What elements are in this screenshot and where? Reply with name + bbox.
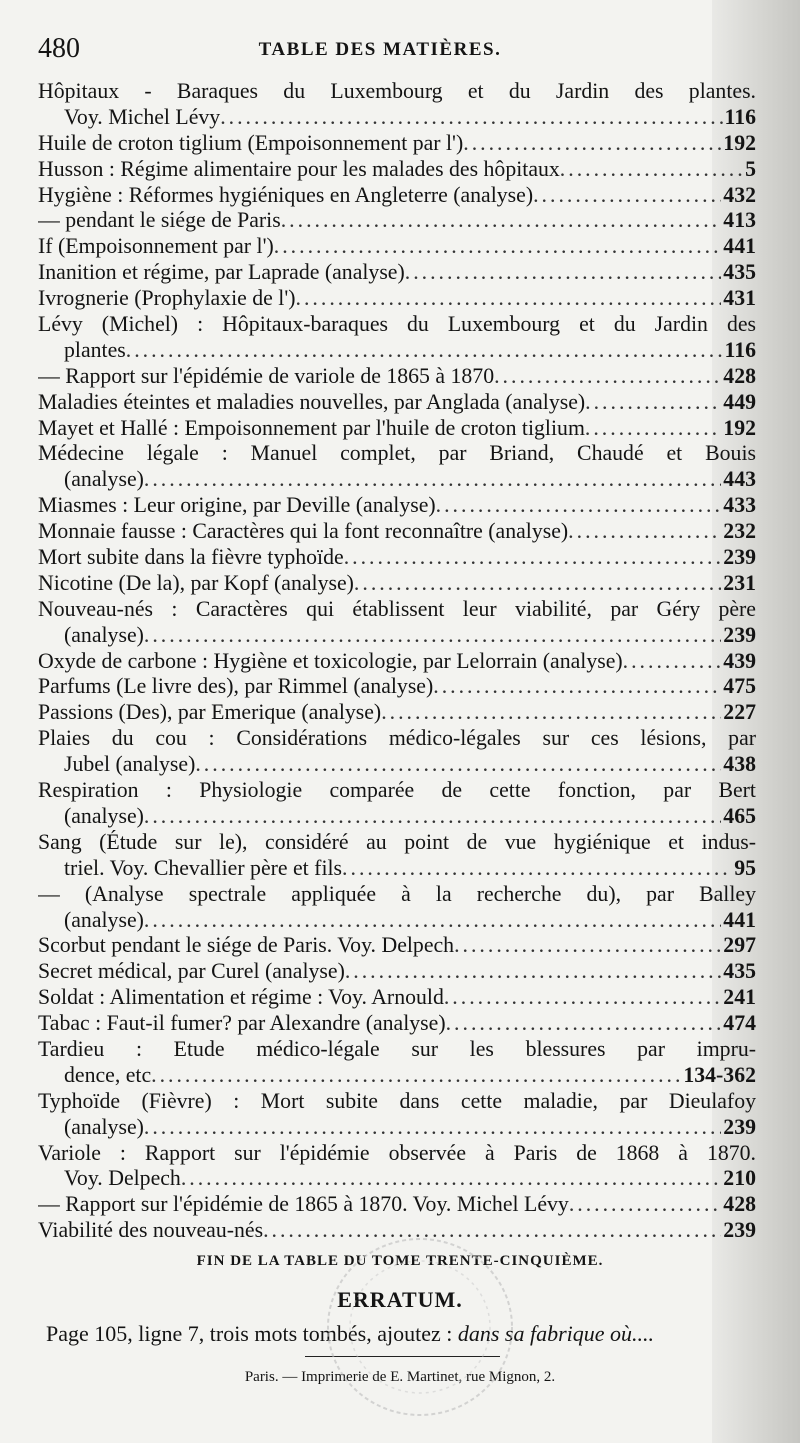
index-entry — [38, 1037, 756, 1063]
index-entry — [38, 1141, 756, 1167]
entry-text: Nouveau-nés : Caractères qui établissent leur viabilité, par Géry père — [38, 596, 756, 621]
leader-dots — [144, 623, 721, 649]
page-reference: 210 — [723, 1166, 756, 1191]
index-entry — [38, 1192, 756, 1218]
entry-text: Monnaie fausse : Caractères qui la font reconnaître (analyse) — [38, 519, 569, 544]
index-entry — [38, 700, 756, 726]
page-reference: 428 — [723, 363, 756, 388]
entry-text: Husson : Régime alimentaire pour les malades des hôpitaux — [38, 156, 560, 181]
leader-dots — [151, 1063, 681, 1089]
page-reference: 239 — [723, 545, 756, 570]
index-entry — [38, 804, 756, 830]
page-reference: 435 — [723, 959, 756, 984]
leader-dots — [433, 674, 721, 700]
page-reference: 465 — [723, 803, 756, 828]
page-reference: 449 — [723, 389, 756, 414]
index-list — [38, 79, 756, 1244]
leader-dots — [274, 234, 722, 260]
leader-dots — [585, 390, 721, 416]
entry-text: Hôpitaux - Baraques du Luxembourg et du Jardin des plantes. — [38, 79, 756, 103]
entry-text: If (Empoisonnement par l') — [38, 234, 274, 259]
index-entry — [38, 882, 756, 908]
page-reference: 239 — [723, 622, 756, 647]
leader-dots — [144, 804, 721, 830]
index-entry — [38, 390, 756, 416]
entry-text: — Rapport sur l'épidémie de variole de 1865 à 1870 — [38, 363, 495, 388]
index-entry — [38, 1166, 756, 1192]
leader-dots — [568, 519, 721, 545]
entry-text: Typhoïde (Fièvre) : Mort subite dans cette maladie, par Dieulafoy — [38, 1088, 756, 1113]
running-title: TABLE DES MATIÈRES. — [258, 39, 502, 60]
index-entry — [38, 1063, 756, 1089]
entry-text: (analyse) — [64, 1114, 144, 1139]
page-reference: 239 — [723, 1218, 756, 1243]
entry-text: Hygiène : Réformes hygiéniques en Angleterre (analyse) — [38, 182, 534, 207]
index-entry — [38, 649, 756, 675]
page-reference: 241 — [723, 985, 756, 1010]
leader-dots — [533, 183, 721, 209]
entry-text: Oxyde de carbone : Hygiène et toxicologie, par Lelorrain (analyse) — [38, 648, 623, 673]
leader-dots — [494, 364, 721, 390]
leader-dots — [623, 649, 722, 675]
index-entry — [38, 985, 756, 1011]
entry-text: Sang (Étude sur le), considéré au point de vue hygiénique et indus- — [38, 829, 756, 854]
index-entry — [38, 752, 756, 778]
index-entry — [38, 830, 756, 856]
page-header — [0, 33, 760, 67]
page-reference: 297 — [723, 933, 756, 958]
leader-dots — [463, 131, 721, 157]
page-reference: 443 — [723, 467, 756, 492]
index-entry — [38, 674, 756, 700]
page-reference: 413 — [723, 208, 756, 233]
page-reference: 432 — [723, 182, 756, 207]
entry-text: dence, etc — [64, 1062, 152, 1087]
erratum-italic: dans sa fabrique où.... — [457, 1321, 655, 1346]
index-entry — [38, 623, 756, 649]
page-reference: 134-362 — [683, 1062, 756, 1087]
index-entry — [38, 441, 756, 467]
leader-dots — [281, 208, 722, 234]
index-entry — [38, 856, 756, 882]
entry-text: Plaies du cou : Considérations médico-légales sur ces lésions, par — [38, 726, 756, 751]
leader-dots — [344, 545, 722, 571]
entry-text: Parfums (Le livre des), par Rimmel (analyse) — [38, 674, 434, 699]
page-reference: 439 — [723, 648, 756, 673]
leader-dots — [144, 1115, 721, 1141]
entry-text: Scorbut pendant le siége de Paris. Voy. Delpech — [38, 933, 455, 958]
printer-imprint: Paris. — Imprimerie de E. Martinet, rue Mignon, 2. — [244, 1369, 556, 1385]
entry-text: Tabac : Faut-il fumer? par Alexandre (analyse) — [38, 1011, 446, 1036]
leader-dots — [195, 752, 721, 778]
index-entry — [38, 260, 756, 286]
index-entry — [38, 131, 756, 157]
leader-dots — [126, 338, 723, 364]
index-entry — [38, 778, 756, 804]
index-entry — [38, 208, 756, 234]
index-entry — [38, 726, 756, 752]
page-reference: 239 — [723, 1114, 756, 1139]
leader-dots — [144, 467, 721, 493]
index-entry — [38, 493, 756, 519]
entry-text: Jubel (analyse) — [64, 752, 196, 777]
end-of-table-note: FIN DE LA TABLE DU TOME TRENTE-CINQUIÈME. — [196, 1253, 604, 1269]
page-reference: 116 — [724, 104, 756, 129]
index-entry — [38, 157, 756, 183]
entry-text: Miasmes : Leur origine, par Deville (analyse) — [38, 493, 436, 518]
leader-dots — [296, 286, 722, 312]
leader-dots — [181, 1166, 721, 1192]
entry-text: triel. Voy. Chevallier père et fils — [64, 855, 343, 880]
index-entry — [38, 1115, 756, 1141]
page-number: 480 — [38, 33, 80, 64]
entry-text: Ivrognerie (Prophylaxie de l') — [38, 286, 296, 311]
entry-text: Viabilité des nouveau-nés — [38, 1218, 264, 1243]
page-reference: 433 — [723, 493, 756, 518]
leader-dots — [345, 959, 721, 985]
entry-text: Tardieu : Etude médico-légale sur les blessures par impru- — [38, 1036, 756, 1061]
leader-dots — [585, 416, 721, 442]
entry-text: Mayet et Hallé : Empoisonnement par l'huile de croton tiglium — [38, 415, 585, 440]
entry-text: (analyse) — [64, 622, 144, 647]
entry-text: Médecine légale : Manuel complet, par Briand, Chaudé et Bouis — [38, 441, 756, 466]
page-reference: 435 — [723, 260, 756, 285]
index-entry — [38, 234, 756, 260]
leader-dots — [405, 260, 722, 286]
leader-dots — [436, 493, 722, 519]
leader-dots — [446, 1011, 722, 1037]
page-reference: 95 — [734, 855, 756, 880]
entry-text: Variole : Rapport sur l'épidémie observée à Paris de 1868 à 1870. — [38, 1140, 756, 1165]
entry-text: Voy. Delpech — [64, 1166, 181, 1191]
index-entry — [38, 1089, 756, 1115]
leader-dots — [569, 1192, 721, 1218]
entry-text: Mort subite dans la fièvre typhoïde — [38, 545, 344, 570]
entry-text: Maladies éteintes et maladies nouvelles, par Anglada (analyse) — [38, 389, 586, 414]
erratum-plain: Page 105, ligne 7, trois mots tombés, ajoutez : — [46, 1321, 458, 1346]
entry-text: plantes — [64, 337, 126, 362]
page-reference: 474 — [723, 1011, 756, 1036]
leader-dots — [444, 985, 721, 1011]
index-entry — [38, 286, 756, 312]
index-entry — [38, 959, 756, 985]
entry-text: — Rapport sur l'épidémie de 1865 à 1870. Voy. Michel Lévy — [38, 1192, 569, 1217]
index-entry — [38, 545, 756, 571]
entry-text: (analyse) — [64, 803, 144, 828]
index-entry — [38, 597, 756, 623]
index-entry — [38, 338, 756, 364]
entry-text: (analyse) — [64, 467, 144, 492]
index-entry — [38, 1011, 756, 1037]
page-reference: 192 — [723, 130, 756, 155]
leader-dots — [144, 908, 721, 934]
entry-text: — pendant le siége de Paris — [38, 208, 281, 233]
page-reference: 116 — [724, 337, 756, 362]
entry-text: Lévy (Michel) : Hôpitaux-baraques du Luxembourg et du Jardin des — [38, 312, 756, 337]
entry-text: Voy. Michel Lévy — [64, 104, 221, 129]
index-entry — [38, 364, 756, 390]
index-entry — [38, 312, 756, 338]
index-entry — [38, 933, 756, 959]
leader-dots — [454, 933, 721, 959]
entry-text: Nicotine (De la), par Kopf (analyse) — [38, 570, 354, 595]
page-reference: 231 — [723, 570, 756, 595]
index-entry — [38, 79, 756, 105]
page-reference: 441 — [723, 234, 756, 259]
page-reference: 232 — [723, 519, 756, 544]
entry-text: Soldat : Alimentation et régime : Voy. Arnould — [38, 985, 444, 1010]
index-entry — [38, 519, 756, 545]
erratum-title: ERRATUM. — [337, 1287, 463, 1312]
leader-dots — [342, 856, 732, 882]
index-entry — [38, 571, 756, 597]
index-entry — [38, 416, 756, 442]
page-reference: 428 — [723, 1192, 756, 1217]
entry-text: Inanition et régime, par Laprade (analyse) — [38, 260, 405, 285]
entry-text: Huile de croton tiglium (Empoisonnement par l') — [38, 130, 464, 155]
page-reference: 192 — [723, 415, 756, 440]
leader-dots — [220, 105, 722, 131]
entry-text: Respiration : Physiologie comparée de cette fonction, par Bert — [38, 778, 756, 803]
page-reference: 438 — [723, 752, 756, 777]
page-reference: 5 — [745, 156, 756, 181]
page-reference: 227 — [723, 700, 756, 725]
index-entry — [38, 908, 756, 934]
leader-dots — [381, 700, 721, 726]
page-reference: 475 — [723, 674, 756, 699]
entry-text: (analyse) — [64, 907, 144, 932]
index-entry — [38, 467, 756, 493]
index-entry — [38, 105, 756, 131]
leader-dots — [560, 157, 743, 183]
entry-text: Secret médical, par Curel (analyse) — [38, 959, 345, 984]
entry-text: Passions (Des), par Emerique (analyse) — [38, 700, 382, 725]
library-stamp-watermark — [320, 1232, 520, 1422]
leader-dots — [354, 571, 721, 597]
page-reference: 441 — [723, 907, 756, 932]
entry-text: — (Analyse spectrale appliquée à la recherche du), par Balley — [38, 881, 756, 906]
page-reference: 431 — [723, 286, 756, 311]
index-entry — [38, 183, 756, 209]
